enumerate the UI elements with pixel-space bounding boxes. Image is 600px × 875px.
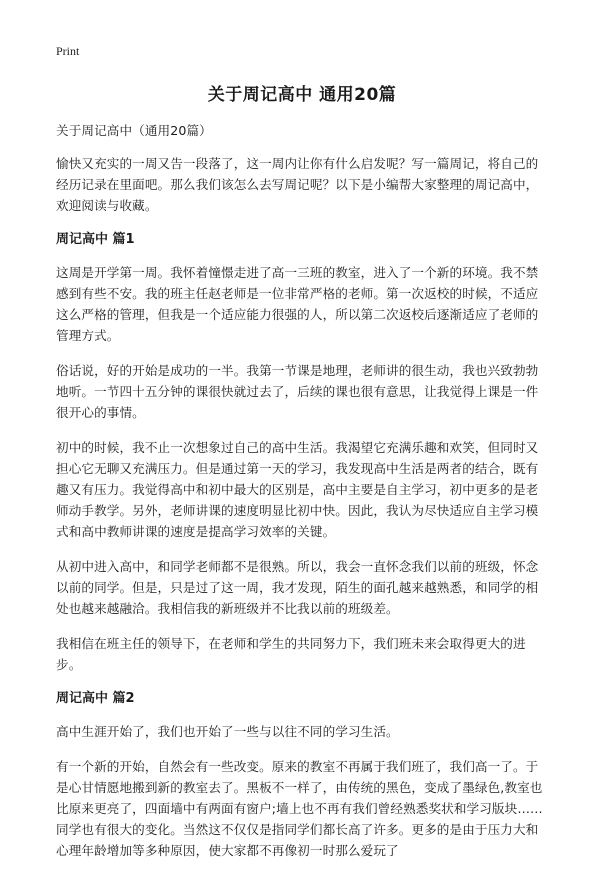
- print-link[interactable]: Print: [56, 44, 80, 58]
- paragraph: 高中生涯开始了，我们也开始了一些与以往不同的学习生活。: [56, 724, 399, 739]
- paragraph: 从初中进入高中，和同学老师都不是很熟。所以，我会一直怀念我们以前的班级，怀念以前的同学。但是，只是过了这一周，我才发现，陌生的面孔越来越熟悉，和同学的相处也越来越融洽。我相信我的新班级并不比我以前的班级差。: [56, 559, 539, 616]
- section-heading-1: 周记高中 篇1: [56, 232, 135, 247]
- section-heading-2: 周记高中 篇2: [56, 691, 135, 706]
- page-title: 关于周记高中 通用20篇: [207, 85, 397, 105]
- article-body: [56, 120, 548, 875]
- intro-paragraph: 愉快又充实的一周又告一段落了，这一周内让你有什么启发呢？写一篇周记，将自己的经历记录在里面吧。那么我们该怎么去写周记呢？以下是小编帮大家整理的周记高中，欢迎阅读与收藏。: [56, 156, 539, 213]
- article-subtitle: 关于周记高中（通用20篇）: [56, 123, 212, 138]
- paragraph: 有一个新的开始，自然会有一些改变。原来的教室不再属于我们班了，我们高一了。于是心甘情愿地搬到新的教室去了。黑板不一样了，由传统的黑色，变成了墨绿色,教室也比原来更亮了，四面墙中有两面有窗户;墙上也不再有我们曾经熟悉奖状和学习版块……同学也有很大的变化。当然这不仅仅是指同学们都长高了许多。更多的是由于压力大和心理年龄增加等多种原因，使大家都不再像初一时那么爱玩了: [56, 759, 543, 858]
- paragraph: 初中的时候，我不止一次想象过自己的高中生活。我渴望它充满乐趣和欢笑，但同时又担心它无聊又充满压力。但是通过第一天的学习，我发现高中生活是两者的结合，既有趣又有压力。我觉得高中和初中最大的区别是，高中主要是自主学习，初中更多的是老师动手教学。另外，老师讲课的速度明显比初中快。因此，我认为尽快适应自主学习模式和高中教师讲课的速度是提高学习效率的关键。: [56, 440, 539, 539]
- paragraph: 俗话说，好的开始是成功的一半。我第一节课是地理，老师讲的很生动，我也兴致勃勃地听。一节四十五分钟的课很快就过去了，后续的课也很有意思，让我觉得上课是一件很开心的事情。: [56, 363, 539, 420]
- paragraph: 我相信在班主任的领导下，在老师和学生的共同努力下，我们班未来会取得更大的进步。: [56, 636, 526, 672]
- paragraph: 这周是开学第一周。我怀着憧憬走进了高一三班的教室，进入了一个新的环境。我不禁感到有些不安。我的班主任赵老师是一位非常严格的老师。第一次返校的时候，不适应这么严格的管理，但我是一个适应能力很强的人，所以第二次返校后逐渐适应了老师的管理方式。: [56, 265, 539, 343]
